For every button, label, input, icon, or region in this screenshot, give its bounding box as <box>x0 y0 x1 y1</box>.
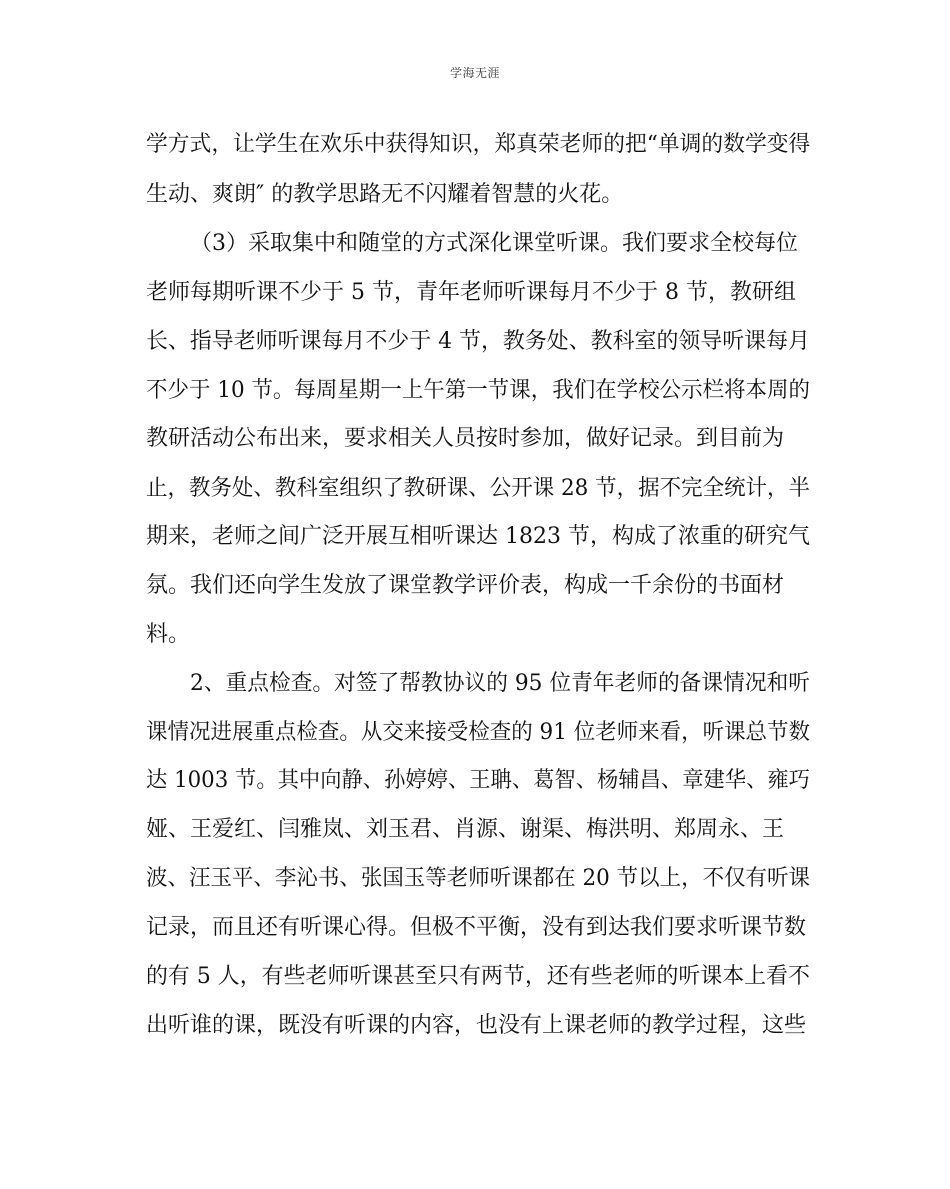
page-header: 学海无涯 <box>449 66 500 80</box>
body-text-line: 料。 <box>146 622 191 647</box>
body-text-line: 氛。我们还向学生发放了课堂教学评价表，构成一千余份的书面材 <box>146 573 785 598</box>
body-text-line: 达 1003 节。其中向静、孙婷婷、王聃、葛智、杨辅昌、章建华、雍巧 <box>146 768 810 793</box>
body-text-line: 的有 5 人，有些老师听课甚至只有两节，还有些老师的听课本上看不 <box>146 964 811 989</box>
body-text-line: 不少于 10 节。每周星期一上午第一节课，我们在学校公示栏将本周的 <box>146 378 811 403</box>
body-text-line: 教研活动公布出来，要求相关人员按时参加，做好记录。到目前为 <box>146 426 785 451</box>
body-text-line: 期来，老师之间广泛开展互相听课达 1823 节，构成了浓重的研究气 <box>146 524 810 549</box>
body-text-line: 课情况进展重点检查。从交来接受检查的 91 位老师来看，听课总节数 <box>146 720 811 745</box>
paragraph-first-line: 2、重点检查。对签了帮教协议的 95 位青年老师的备课情况和听 <box>190 671 811 696</box>
body-text-line: 波、汪玉平、李沁书、张国玉等老师听课都在 20 节以上，不仅有听课 <box>146 866 811 891</box>
body-text-line: 老师每期听课不少于 5 节，青年老师听课每月不少于 8 节，教研组 <box>146 280 796 305</box>
body-text-line: 学方式，让学生在欢乐中获得知识，郑真荣老师的把“单调的数学变得 <box>146 132 811 157</box>
body-text-line: 生动、爽朗″ 的教学思路无不闪耀着智慧的火花。 <box>146 182 624 207</box>
paragraph-first-line: （3）采取集中和随堂的方式深化课堂听课。我们要求全校每位 <box>190 231 798 256</box>
body-text-line: 娅、王爱红、闫雅岚、刘玉君、肖源、谢渠、梅洪明、郑周永、王 <box>146 817 785 842</box>
body-text-line: 止，教务处、教科室组织了教研课、公开课 28 节，据不完全统计，半 <box>146 476 811 501</box>
body-text-line: 长、指导老师听课每月不少于 4 节，教务处、教科室的领导听课每月 <box>146 329 811 354</box>
body-text-line: 出听谁的课，既没有听课的内容，也没有上课老师的教学过程，这些 <box>146 1013 807 1038</box>
body-text-line: 记录，而且还有听课心得。但极不平衡，没有到达我们要求听课节数 <box>146 915 807 940</box>
